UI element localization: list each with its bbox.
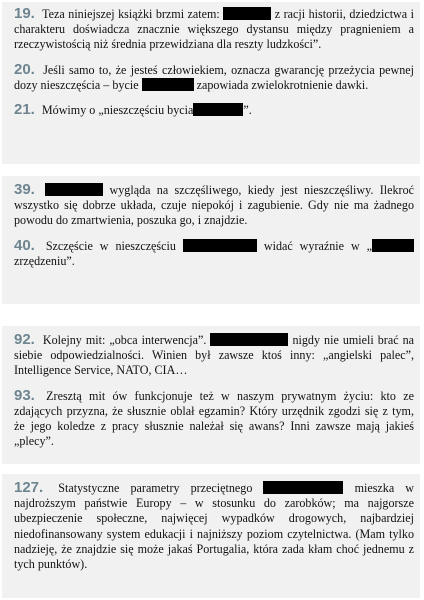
quote-card [2, 326, 420, 464]
entry-text: ”. [243, 103, 252, 118]
redaction-bar [193, 103, 243, 116]
entry-40 [14, 238, 414, 269]
redaction-bar [45, 183, 103, 196]
entry-text: Statystyczne parametry przeciętnego [58, 481, 253, 495]
entry-text: Jeśli samo to, że jesteś człowiekiem, oznacza gwarancję przeżycia pewnej dozy nieszczęścia – bycie [14, 62, 414, 92]
entry-text: Kolejny mit: „obca interwencja”. [42, 333, 207, 347]
redaction-bar [210, 333, 288, 346]
entry-text: Szczęście w nieszczęściu [45, 238, 176, 253]
entry-text: Zresztą mit ów funkcjonuje też w naszym prywatnym życiu: kto ze zdających przyzna, że słusznie oblał egzamin? Który urzędnik zgodzi się z tym, że jego koledze z pracy słusznie należał się awans? Inni zawsze mają jakieś „plecy”. [14, 388, 414, 449]
quote-card [2, 474, 420, 598]
entry-19 [14, 6, 414, 53]
entry-number: 39. [14, 181, 35, 198]
entry-20 [14, 62, 414, 93]
redaction-bar [263, 481, 343, 494]
entry-text: z racji historii, dziedzictwa i charakteru doświadcza znacznie większego dystansu między pragnieniem a rzeczywistością niż średnia przewidziana dla reszty ludzkości”. [14, 7, 415, 52]
entry-number: 21. [14, 101, 35, 119]
entry-number: 92. [14, 331, 35, 348]
entry-text: nigdy nie umieli brać na siebie odpowiedzialności. Winien był zawsze ktoś inny: „angielski palec”, Intelligence Service, NATO, CIA… [14, 333, 415, 378]
entry-number: 127. [14, 479, 44, 496]
redaction-bar [223, 7, 271, 20]
redaction-bar [183, 239, 257, 252]
entry-127 [14, 480, 414, 572]
entry-21 [14, 102, 414, 118]
entry-93 [14, 388, 414, 450]
entry-text: Mówimy o „nieszczęściu bycia [41, 103, 194, 118]
entry-text: wygląda na szczęśliwego, kiedy jest nieszczęśliwy. Ilekroć wszystko się dobrze układa, czuje niepokój i zagubienie. Gdy nie ma żadnego powodu do zmartwienia, poszuka go, i znajdzie. [14, 183, 414, 228]
entry-text: zrzędzeniu”. [14, 253, 75, 268]
redaction-bar [372, 239, 414, 252]
entry-text: widać wyraźnie w „ [263, 238, 373, 253]
entry-text: mieszka w najdroższym państwie Europy – w stosunku do zarobków; ma najgorsze ubezpieczenie społeczne, najwięcej wypadków drogowych, najbardziej niedofinansowany system edukacji i najniższy poziom czytelnictwa. (Mam tylko nadzieję, że znajdzie się może jakaś Portugalia, która zada kłam choć jednemu z tych punktów). [14, 481, 415, 572]
redaction-bar [142, 78, 194, 91]
entry-text: Teza niniejszej książki brzmi zatem: [42, 7, 220, 21]
entry-92 [14, 332, 414, 379]
quote-card [2, 176, 420, 304]
entry-number: 20. [14, 60, 35, 78]
quote-card [2, 2, 420, 164]
entry-text: zapowiada zwielokrotnienie dawki. [196, 77, 369, 92]
entry-number: 93. [14, 386, 35, 404]
entry-number: 40. [14, 236, 35, 254]
entry-number: 19. [14, 5, 35, 22]
entry-39 [14, 182, 414, 229]
